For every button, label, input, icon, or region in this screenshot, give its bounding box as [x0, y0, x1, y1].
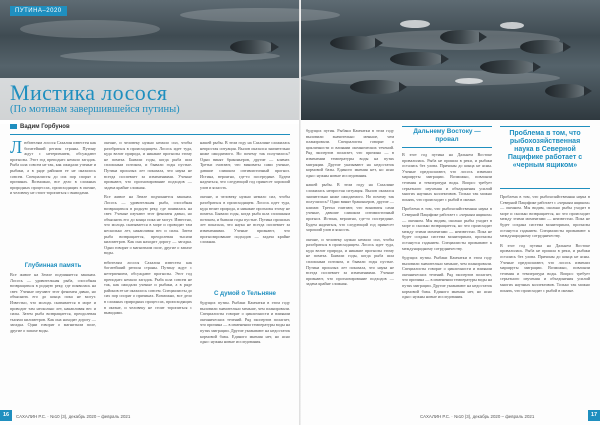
sidebar-rule-top [500, 126, 590, 127]
column-4 [306, 128, 394, 406]
column-6 [500, 194, 590, 406]
column-1b-text: Все живое на Земле подчиняется законам. Лосось — удивительная рыба, способная возвращаться в родную реку, где появилась на свет. Ученые изучают этот феномен давно, но объяснить его до конца пока не могут. Известно, что молодь скатывается в море и проводит там несколько лет, накапливая вес и силы. Затем рыба возвращается, преодолевая тысячи километров. Как она находит дорогу — загадка. Одни говорят о магнитном поле, другие о запахе воды. [10, 272, 96, 333]
column-3b [200, 300, 290, 406]
subhead-deep-memory: Глубинная память [24, 262, 82, 269]
footer-left: САХАЛИН Р.С. · №10 (3), декабрь 2020 – февраль 2021 [16, 414, 131, 419]
column-2-text-cont: Все живое на Земле подчиняется законам. Лосось — удивительная рыба, способная возвращаться в родную реку, где появилась на свет. Ученые изучают этот феномен давно, но объяснить его до конца пока не могут. Известно, что молодь скатывается в море и проводит там несколько лет, накапливая вес и силы. Затем рыба возвращается, преодолевая тысячи километров. Как она находит дорогу — загадка. Одни говорят о магнитном поле, другие о запахе воды. [104, 194, 192, 256]
sidebar-pull-quote: Проблема в том, что рыбохозяйственная наука в Северной Пацифике работает с «черным ящиком» [507, 130, 583, 169]
column-5-text-cont: Проблема в том, что рыбохозяйственная наука в Северной Пацифике работает с «черным ящиком» — океаном. Мы видим, сколько рыбы уходит в море и сколько возвращается, но что происходит между этими моментами — неизвестно. Пока не будет создана система мониторинга, прогнозы останутся гаданием. Специалисты призывают к международному сотрудничеству. [402, 206, 492, 251]
column-2 [104, 140, 192, 406]
column-2-text-cont2: юбителям лосося Сахалин известен как богатейший регион страны. Путину ждут с нетерпением, обсуждают прогнозы. Этот год преподнес немало загадок. Рыба шла совсем не так, как ожидали ученые и рыбаки, а в ряде районов ее не оказалось совсем. Специалисты до сих пор спорят о причинах. Возможно, все дело в сложных природных процессах, происходящих в океане, и человеку не стоит торопиться с выводами. [104, 259, 192, 316]
section-tag: ПУТИНА–2020 [10, 6, 67, 16]
title-rule [10, 134, 290, 135]
column-5-text-cont2: будущих путин. Рыбаки Камчатки в этом году выловили значительно меньше, чем планировали. Специалисты говорят о цикличности и влиянии океанических течений. Ряд экспертов полагает, что причина — в изменении температуры воды на путях миграции. Другие указывают на недостаток кормовой базы. Единого мнения нет, но ясно одно: нужны новые исследования. [402, 255, 492, 300]
column-4-text-cont2: океане, и человеку нужно немало сил, чтобы разобраться в происходящем. Лосось идет туда, куда велит природа, и никакие прогнозы этому не помеха. Бывали годы, когда рыба шла сплошным потоком, и бывали годы пустые. Путина прошлых лет показала, что наука не всегда поспевает за изменениями. Ученые признают, что прогнозирование подходов — задача крайне сложная. [306, 236, 394, 287]
column-1b [10, 272, 96, 406]
subhead-telnyan: С думой о Тельняне [213, 290, 277, 297]
right-subhead-rule-bottom [402, 147, 492, 148]
column-1 [10, 140, 96, 258]
article-author [10, 124, 70, 130]
column-5 [402, 152, 492, 406]
column-6-text: Проблема в том, что рыбохозяйственная наука в Северной Пацифике работает с «черным ящиком» — океаном. Мы видим, сколько рыбы уходит в море и сколько возвращается, но что происходит между этими моментами — неизвестно. Пока не будет создана система мониторинга, прогнозы останутся гаданием. Специалисты призывают к международному сотрудничеству. [500, 194, 590, 239]
column-6-text-cont: В этот год путина на Дальнем Востоке провалилась. Рыба не пришла в реки, и рыбаки остались без улова. Причины до конца не ясны. Ученые предполагают, что лосось изменил маршруты миграции. Возможно, повлияли течения и температура воды. Вопрос требует серьезного изучения и объединения усилий многих научных коллективов. Только так можно понять, что происходит с рыбой в океане. [500, 242, 590, 293]
author-name: Вадим Горбунов [20, 124, 70, 131]
article-subtitle: (По мотивам завершившейся путины) [10, 104, 180, 115]
column-3b-text: будущих путин. Рыбаки Камчатки в этом году выловили значительно меньше, чем планировали. Специалисты говорят о цикличности и влиянии океанических течений. Ряд экспертов полагает, что причина — в изменении температуры воды на путях миграции. Другие указывают на недостаток кормовой базы. Единого мнения нет, но ясно одно: нужны новые исследования. [200, 300, 290, 345]
column-5-text: В этот год путина на Дальнем Востоке провалилась. Рыба не пришла в реки, и рыбаки остались без улова. Причины до конца не ясны. Ученые предполагают, что лосось изменил маршруты миграции. Возможно, повлияли течения и температура воды. Вопрос требует серьезного изучения и объединения усилий многих научных коллективов. Только так можно понять, что происходит с рыбой в океане. [402, 152, 492, 202]
column-3 [200, 140, 290, 286]
drop-cap: Л [10, 140, 23, 157]
subhead-far-east: Дальнему Востоку — провал [413, 128, 481, 143]
footer-right: САХАЛИН Р.С. · №10 (3), декабрь 2020 – февраль 2021 [420, 414, 535, 419]
page-gutter [299, 0, 301, 425]
article-title: Мистика лосося [10, 80, 168, 105]
column-2-text: океане, и человеку нужно немало сил, чтобы разобраться в происходящем. Лосось идет туда, куда велит природа, и никакие прогнозы этому не помеха. Бывали годы, когда рыба шла сплошным потоком, и бывали годы пустые. Путина прошлых лет показала, что наука не всегда поспевает за изменениями. Ученые признают, что прогнозирование подходов — задача крайне сложная. [104, 140, 192, 190]
sidebar-rule-bottom [500, 188, 590, 189]
column-4-text-cont: нашей рыбы. В этом году на Сахалине сложилась непростая ситуация. Вылов оказался значительно ниже ожидаемого. Но почему так получилось? Одни винят браконьеров, другие — климат. Третьи считают, что виноваты сами ученые, давшие слишком оптимистичный прогноз. Истина, вероятно, где-то посередине. Будем надеяться, что следующий год принесет хороший улов и ясность. [306, 182, 394, 233]
column-4-text: будущих путин. Рыбаки Камчатки в этом году выловили значительно меньше, чем планировали. Специалисты говорят о цикличности и влиянии океанических течений. Ряд экспертов полагает, что причина — в изменении температуры воды на путях миграции. Другие указывают на недостаток кормовой базы. Единого мнения нет, но ясно одно: нужны новые исследования. [306, 128, 394, 178]
page-number-right: 17 [588, 410, 600, 421]
column-3-text: нашей рыбы. В этом году на Сахалине сложилась непростая ситуация. Вылов оказался значительно ниже ожидаемого. Но почему так получилось? Одни винят браконьеров, другие — климат. Третьи считают, что виноваты сами ученые, давшие слишком оптимистичный прогноз. Истина, вероятно, где-то посередине. Будем надеяться, что следующий год принесет хороший улов и ясность. [200, 140, 290, 190]
author-marker-icon [10, 124, 17, 129]
column-3-text-cont: океане, и человеку нужно немало сил, чтобы разобраться в происходящем. Лосось идет туда, куда велит природа, и никакие прогнозы этому не помеха. Бывали годы, когда рыба шла сплошным потоком, и бывали годы пустые. Путина прошлых лет показала, что наука не всегда поспевает за изменениями. Ученые признают, что прогнозирование подходов — задача крайне сложная. [200, 194, 290, 245]
column-1-text: юбителям лосося Сахалин известен как богатейший регион страны. Путину ждут с нетерпением, обсуждают прогнозы. Этот год преподнес немало загадок. Рыба шла совсем не так, как ожидали ученые и рыбаки, а в ряде районов ее не оказалось совсем. Специалисты до сих пор спорят о причинах. Возможно, все дело в сложных природных процессах, происходящих в океане, и человеку не стоит торопиться с выводами. [10, 140, 96, 196]
page-number-left: 16 [0, 410, 12, 421]
right-subhead-rule-top [402, 126, 492, 127]
